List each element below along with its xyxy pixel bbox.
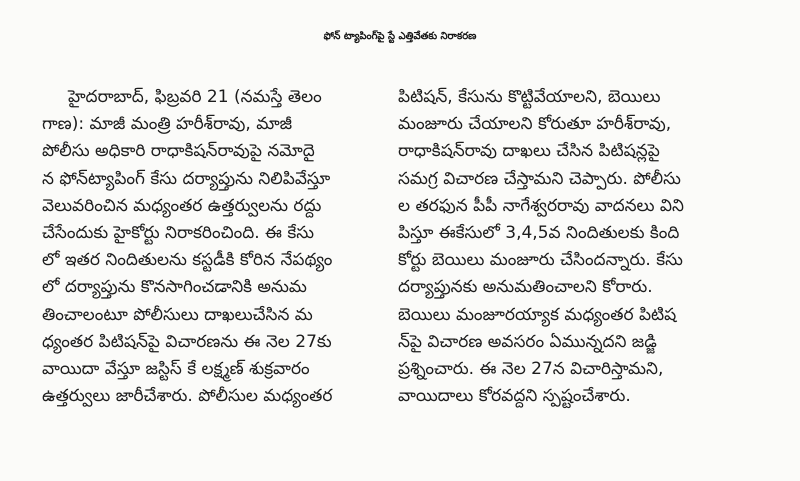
article-line: న ఫోన్‌ట్యాపింగ్ కేసు దర్యాప్తును నిలిపివేస్తూ (42, 168, 331, 189)
article-line: హైదరాబాద్, ఫిబ్రవరి 21 (నమస్తే తెలం (68, 87, 322, 107)
article-line: సమగ్ర విచారణ చేస్తామని చెప్పారు. పోలీసు (398, 168, 681, 189)
article-line: గాణ): మాజీ మంత్రి హరీశ్‌రావు, మాజీ (42, 114, 293, 135)
article-line: కోర్టు బెయిలు మంజూరు చేసిందన్నారు. కేసు (398, 250, 683, 271)
article-line: వాయిదా వేస్తూ జస్టిస్ కే లక్ష్మణ్ శుక్రవారం (42, 358, 310, 379)
article-line: రాధాకిషన్‌రావు దాఖలు చేసిన పిటిషన్లపై (398, 141, 660, 162)
article-body (0, 84, 800, 476)
article-line: వాయిదాలు కోరవద్దని స్పష్టంచేశారు. (398, 386, 631, 407)
article-line: ఉత్తర్వులు జారీచేశారు. పోలీసుల మధ్యంతర (42, 386, 333, 407)
article-line: పోలీసు అధికారి రాధాకిషన్‌రావుపై నమోదై (42, 141, 315, 162)
article-line: పిటిషన్, కేసును కొట్టివేయాలని, బెయిలు (398, 87, 661, 107)
article-line: చేసేందుకు హైకోర్టు నిరాకరించింది. ఈ కేసు (42, 222, 315, 243)
article-line: న్‌పై విచారణ అవసరం ఏమున్నదని జడ్జి (398, 331, 657, 352)
article-line: లో దర్యాప్తును కొనసాగించడానికి అనుమ (42, 277, 307, 298)
article-line: ప్రశ్నించారు. ఈ నెల 27న విచారిస్తామని, (398, 358, 664, 379)
article-line: పిస్తూ ఈకేసులో 3,4,5వ నిందితులకు కింది (398, 222, 680, 243)
headline: ఫోన్ ట్యాపింగ్‌పై స్టే ఎత్తివేతకు నిరాకరణ (323, 31, 477, 42)
article-line: దర్యాప్తునకు అనుమతించాలని కోరారు. (398, 277, 653, 298)
article-line: వెలువరించిన మధ్యంతర ఉత్తర్వులను రద్దు (42, 195, 322, 216)
article-line: మంజూరు చేయాలని కోరుతూ హరీశ్‌రావు, (398, 114, 672, 135)
article-line: లో ఇతర నిందితులను కస్టడీకి కోరిన నేపథ్యం (42, 250, 333, 271)
article-line: బెయిలు మంజూరయ్యాక మధ్యంతర పిటిష (398, 304, 677, 325)
article-line: తించాలంటూ పోలీసులు దాఖలుచేసిన మ (42, 304, 313, 325)
article-line: ల తరఫున పీపీ నాగేశ్వరరావు వాదనలు విని (398, 195, 684, 216)
article-column-right (398, 84, 754, 476)
article-column-left (42, 84, 382, 476)
article-line: ధ్యంతర పిటిషన్‌పై విచారణను ఈ నెల 27కు (42, 331, 332, 352)
